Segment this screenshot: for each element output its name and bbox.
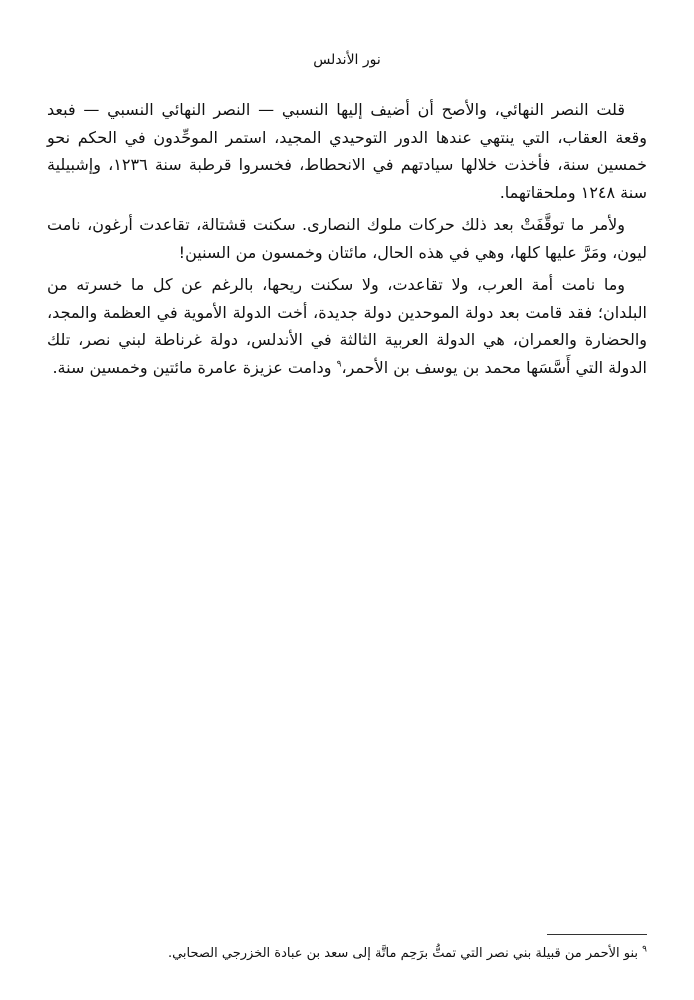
paragraph-3-text: وما نامت أمة العرب، ولا تقاعدت، ولا سكنت ريحها، بالرغم عن كل ما خسرته من البلدان؛ فقد قامت بعد دولة الموحدين دولة جديدة، أخت الدولة الأموية في العظمة والمجد، والحضارة والعمران، هي الدولة العربية الثالثة في الأندلس، دولة غرناطة لبني نصر، تلك الدولة التي أَسَّسَها محمد بن يوسف بن الأحمر، <box>47 275 647 377</box>
paragraph-3 <box>47 271 647 381</box>
body-text <box>47 96 647 386</box>
footnote-text: بنو الأحمر من قبيلة بني نصر التي تمتُّ برَحِم ماتَّة إلى سعد بن عبادة الخزرجي الصحابي. <box>167 946 643 961</box>
paragraph-2: ولأمر ما توقَّفَتْ بعد ذلك حركات ملوك النصارى. سكنت قشتالة، تقاعدت أرغون، نامت ليون، ومَرَّ عليها كلها، وهي في هذه الحال، مائتان وخمسون من السنين! <box>47 215 647 262</box>
running-header: نور الأندلس <box>313 52 381 68</box>
paragraph-3-continuation: ودامت عزيزة عامرة مائتين وخمسين سنة. <box>52 357 337 377</box>
footnote <box>47 944 647 964</box>
footnote-divider <box>547 934 647 935</box>
footnote-reference[interactable]: ٩ <box>336 359 342 370</box>
paragraph-1: قلت النصر النهائي، والأصح أن أضيف إليها النسبي — النصر النهائي النسبي — فبعد وقعة العقاب، التي ينتهي عندها الدور التوحيدي المجيد، استمر الموحِّدون في الحكم نحو خمسين سنة، فأخذت خلالها سيادتهم في الانحطاط، فخسروا قرطبة سنة ١٢٣٦، وإشبيلية سنة ١٢٤٨ وملحقاتهما. <box>47 100 648 202</box>
footnote-marker: ٩ <box>642 944 647 955</box>
